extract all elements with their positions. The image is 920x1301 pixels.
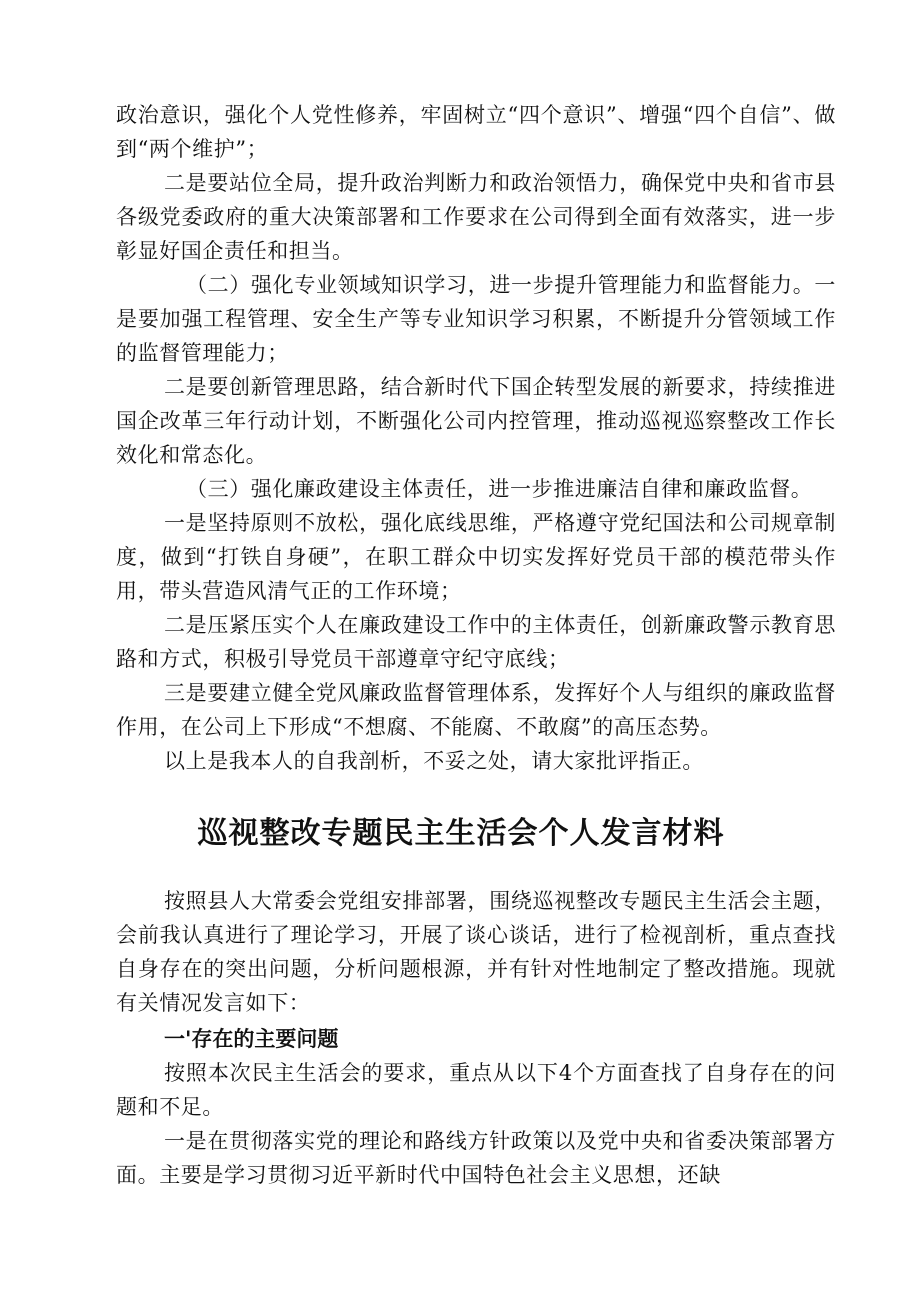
- section-heading: 一'存在的主要问题: [164, 1027, 339, 1051]
- paragraph-intro: 按照县人大常委会党组安排部署，围绕巡视整改专题民主生活会主题，会前我认真进行了理论学习，开展了谈心谈话，进行了检视剖析，重点查找自身存在的突出问题，分析问题根源，并有针对性地制定了整改措施。现就有关情况发言如下：: [116, 889, 836, 1015]
- document-title: 巡视整改专题民主生活会个人发言材料: [197, 816, 725, 851]
- paragraph-responsibility: 二是压紧压实个人在廉政建设工作中的主体责任，创新廉政警示教育思路和方式，积极引导党员干部遵章守纪守底线；: [116, 613, 836, 671]
- paragraph-principles: 一是坚持原则不放松，强化底线思维，严格遵守党纪国法和公司规章制度，做到“打铁自身硬”，在职工群众中切实发挥好党员干部的模范带头作用，带头营造风清气正的工作环境；: [116, 511, 836, 603]
- paragraph-implementation: 一是在贯彻落实党的理论和路线方针政策以及党中央和省委决策部署方面。主要是学习贯彻习近平新时代中国特色社会主义思想，还缺: [116, 1129, 836, 1187]
- paragraph-supervision-system: 三是要建立健全党风廉政监督管理体系，发挥好个人与组织的廉政监督作用，在公司上下形成“不想腐、不能腐、不敢腐”的高压态势。: [116, 681, 836, 739]
- paragraph-closing: 以上是我本人的自我剖析，不妥之处，请大家批评指正。: [164, 749, 704, 773]
- paragraph-political-awareness: 政治意识，强化个人党性修养，牢固树立“四个意识”、增强“四个自信”、做到“两个维护”；: [116, 103, 836, 161]
- paragraph-overall-situation: 二是要站位全局，提升政治判断力和政治领悟力，确保党中央和省市县各级党委政府的重大决策部署和工作要求在公司得到全面有效落实，进一步彰显好国企责任和担当。: [116, 171, 836, 263]
- paragraph-requirements: 按照本次民主生活会的要求，重点从以下4个方面查找了自身存在的问题和不足。: [116, 1061, 836, 1119]
- paragraph-section-three: （三）强化廉政建设主体责任，进一步推进廉洁自律和廉政监督。: [186, 477, 813, 501]
- paragraph-section-two: （二）强化专业领域知识学习，进一步提升管理能力和监督能力。一是要加强工程管理、安全生产等专业知识学习积累，不断提升分管领域工作的监督管理能力；: [116, 273, 836, 365]
- paragraph-management-innovation: 二是要创新管理思路，结合新时代下国企转型发展的新要求，持续推进国企改革三年行动计划，不断强化公司内控管理，推动巡视巡察整改工作长效化和常态化。: [116, 375, 836, 467]
